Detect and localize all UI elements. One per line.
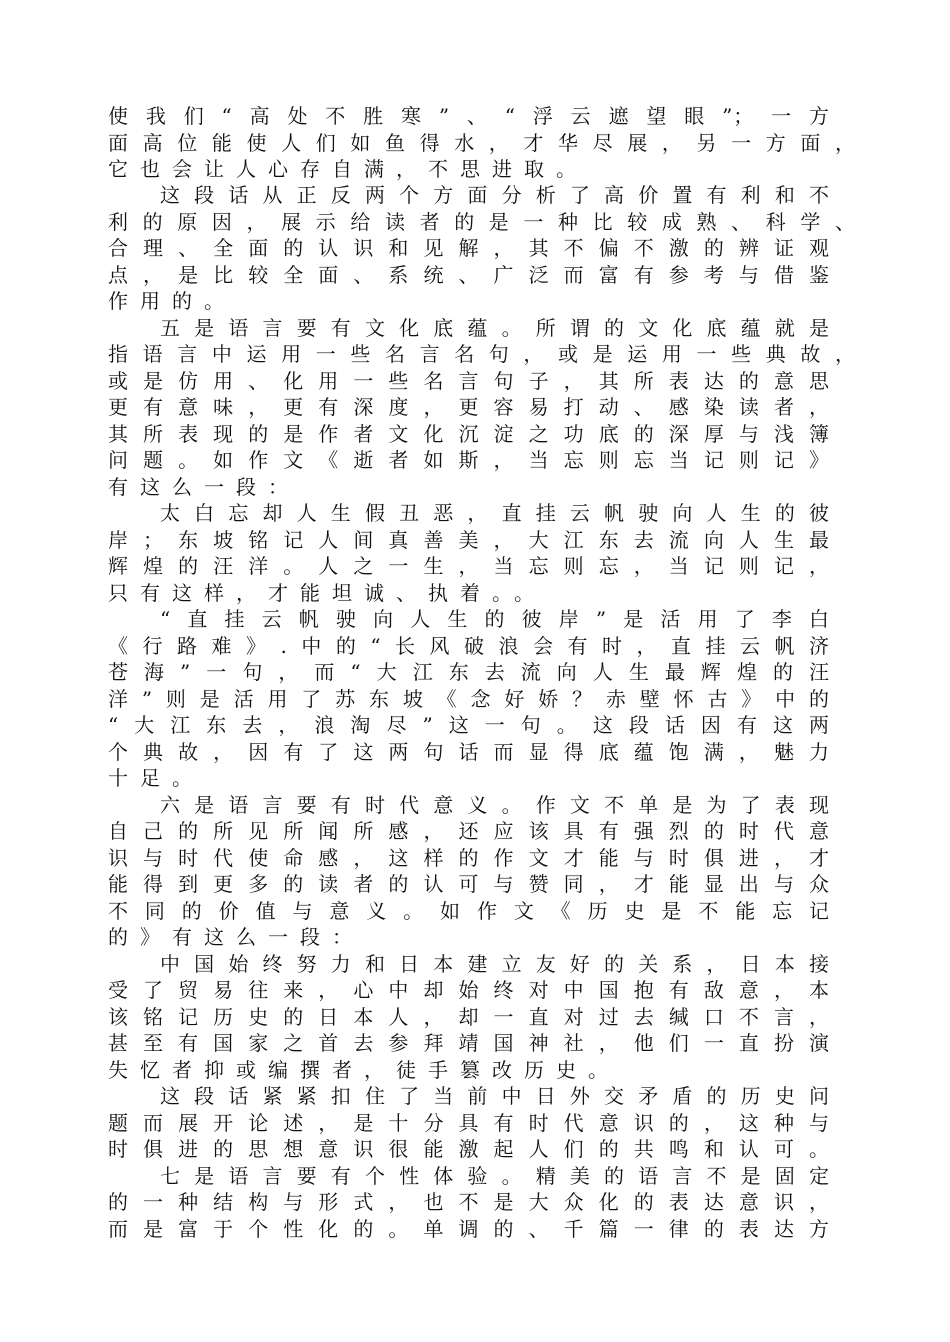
text-line: 五是语言要有文化底蕴。所谓的文化底蕴就是	[160, 316, 830, 340]
text-line: 这段话紧紧扣住了当前中日外交矛盾的历史问	[160, 1084, 830, 1108]
text-line: 题而展开论述，是十分具有时代意识的，这种与	[108, 1111, 830, 1135]
text-line: 《行路难》.中的“长风破浪会有时，直挂云帆济	[108, 634, 830, 658]
text-line: 能得到更多的读者的认可与赞同，才能显出与众	[108, 872, 830, 896]
text-line: 合理、全面的认识和见解，其不偏不激的辨证观	[108, 236, 830, 260]
text-line: 受了贸易往来，心中却始终对中国抱有敌意，本	[108, 978, 830, 1002]
text-line: 岸；东坡铭记人间真善美，大江东去流向人生最	[108, 528, 830, 552]
text-line: 的》有这么一段：	[108, 925, 364, 949]
text-line: 太白忘却人生假丑恶，直挂云帆驶向人生的彼	[160, 501, 830, 525]
text-line: 作用的。	[108, 289, 236, 313]
text-line: 或是仿用、化用一些名言句子，其所表达的意思	[108, 369, 830, 393]
text-line: 其所表现的是作者文化沉淀之功底的深厚与浅簿	[108, 422, 830, 446]
text-line: 个典故，因有了这两句话而显得底蕴饱满，魅力	[108, 740, 830, 764]
text-line: 十足。	[108, 766, 204, 790]
text-line: 指语言中运用一些名言名句，或是运用一些典故，	[108, 342, 856, 366]
text-line: 该铭记历史的日本人，却一直对过去缄口不言，	[108, 1005, 830, 1029]
text-line: 利的原因，展示给读者的是一种比较成熟、科学、	[108, 210, 856, 234]
text-line: 中国始终努力和日本建立友好的关系，日本接	[160, 952, 830, 976]
text-line: 不同的价值与意义。如作文《历史是不能忘记	[108, 899, 830, 923]
text-line: 自己的所见所闻所感，还应该具有强烈的时代意	[108, 819, 830, 843]
text-line: 问题。如作文《逝者如斯，当忘则忘当记则记》	[108, 448, 830, 472]
text-line: 六是语言要有时代意义。作文不单是为了表现	[160, 793, 830, 817]
text-line: 时俱进的思想意识很能激起人们的共鸣和认可。	[108, 1137, 830, 1161]
text-line: 失忆者抑或编撰者，徒手篡改历史。	[108, 1058, 620, 1082]
text-line: 点，是比较全面、系统、广泛而富有参考与借鉴	[108, 263, 830, 287]
text-line: 使我们“高处不胜寒”、“浮云遮望眼”；一方	[108, 104, 830, 128]
text-line: 面高位能使人们如鱼得水，才华尽展，另一方面，	[108, 131, 856, 155]
text-line: 洋”则是活用了苏东坡《念好娇？赤壁怀古》中的	[108, 687, 830, 711]
text-line: 只有这样，才能坦诚、执着。。	[108, 581, 546, 605]
text-line: 更有意味，更有深度，更容易打动、感染读者，	[108, 395, 830, 419]
text-line: “大江东去，浪淘尽”这一句。这段话因有这两	[108, 713, 830, 737]
text-line: “直挂云帆驶向人生的彼岸”是活用了李白	[160, 607, 830, 631]
text-line: 甚至有国家之首去参拜靖国神社，他们一直扮演	[108, 1031, 830, 1055]
text-line: 苍海”一句，而“大江东去流向人生最辉煌的汪	[108, 660, 830, 684]
text-line: 辉煌的汪洋。人之一生，当忘则忘，当记则记，	[108, 554, 830, 578]
text-line: 它也会让人心存自满，不思进取。	[108, 157, 588, 181]
text-line: 的一种结构与形式，也不是大众化的表达意识，	[108, 1190, 830, 1214]
text-line: 这段话从正反两个方面分析了高价置有利和不	[160, 183, 830, 207]
text-line: 七是语言要有个性体验。精美的语言不是固定	[160, 1164, 830, 1188]
text-line: 而是富于个性化的。单调的、千篇一律的表达方	[108, 1217, 830, 1241]
text-line: 有这么一段：	[108, 475, 300, 499]
text-line: 识与时代使命感，这样的作文才能与时俱进，才	[108, 846, 830, 870]
